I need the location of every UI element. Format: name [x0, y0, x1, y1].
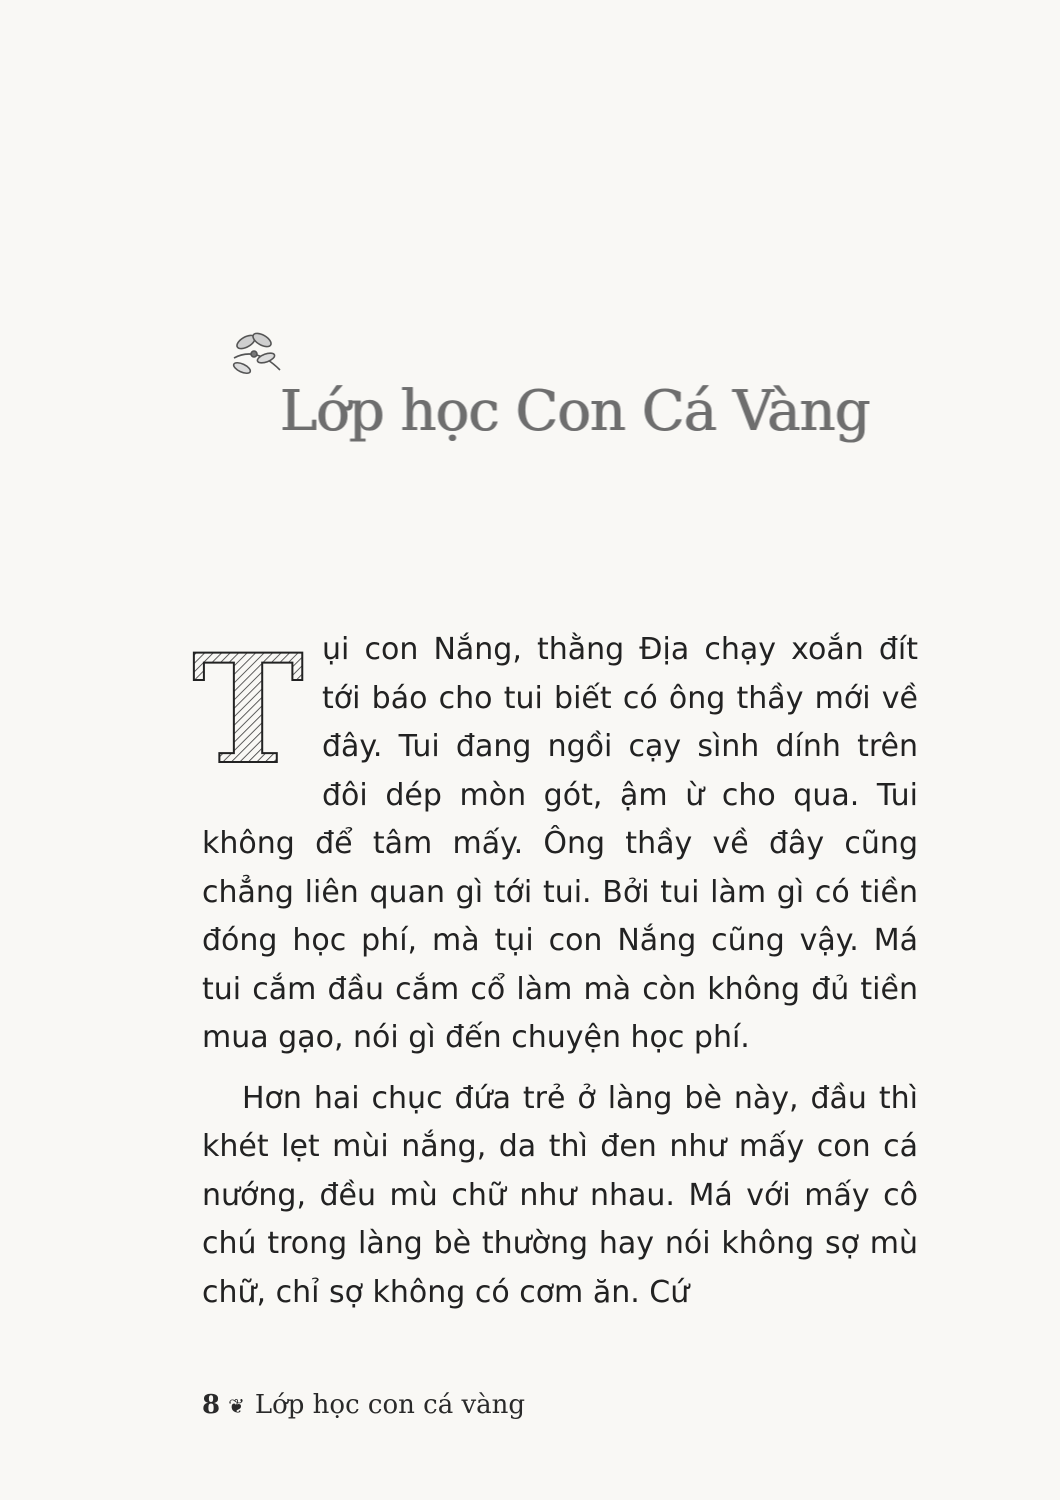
drop-cap: [192, 622, 304, 798]
drop-cap-letter: T: [192, 622, 304, 798]
dragonfly-icon: [226, 328, 286, 384]
paragraph-1: [192, 622, 918, 1063]
running-title: Lớp học con cá vàng: [254, 1390, 526, 1420]
page-footer: [202, 1390, 525, 1420]
paragraph-2: Hơn hai chục đứa trẻ ở làng bè này, đầu thì khét lẹt mùi nắng, da thì đen như mấy con cá nướng, đều mù chữ như nhau. Má với mấy cô chú trong làng bè thường hay nói không sợ mù chữ, chỉ sợ không có cơm ăn. Cứ: [202, 1080, 918, 1310]
leaf-ornament-icon: ❦: [228, 1394, 245, 1418]
chapter-title: Lớp học Con Cá Vàng: [280, 379, 870, 444]
paragraph-1-text: ụi con Nắng, thằng Địa chạy xoắn đít tới báo cho tui biết có ông thầy mới về đây. Tui đang ngồi cạy sình dính trên đôi dép mòn gót, ậm ừ cho qua. Tui không để tâm mấy. Ông thầy về đây cũng chẳng liên quan gì tới tui. Bởi tui làm gì có tiền đóng học phí, mà tụi con Nắng cũng vậy. Má tui cắm đầu cắm cổ làm mà còn không đủ tiền mua gạo, nói gì đến chuyện học phí.: [202, 632, 918, 1055]
page-number: 8: [202, 1390, 221, 1420]
chapter-body: [192, 622, 918, 1317]
